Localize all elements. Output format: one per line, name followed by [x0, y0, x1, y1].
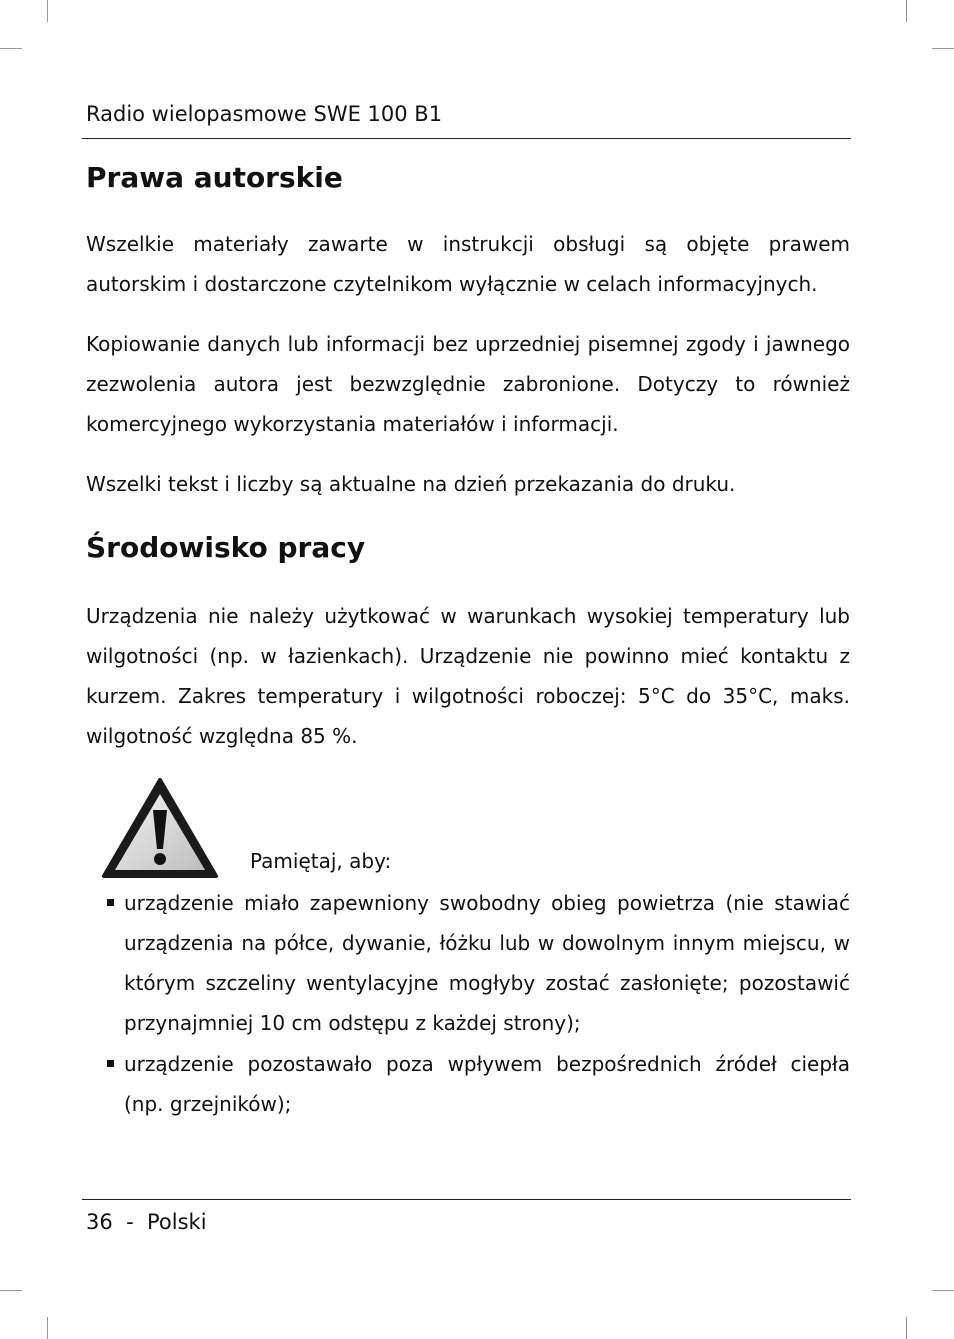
list-item: [104, 1044, 850, 1124]
bullet-square-icon: [107, 899, 114, 906]
crop-mark: [906, 1317, 907, 1339]
crop-mark: [0, 48, 22, 49]
crop-mark: [47, 0, 48, 22]
section-heading-copyright: Prawa autorskie: [86, 161, 343, 194]
warning-list: [104, 883, 850, 1125]
crop-mark: [47, 1317, 48, 1339]
running-header: Radio wielopasmowe SWE 100 B1: [86, 102, 443, 126]
environment-paragraph: Urządzenia nie należy użytkować w warunkach wysokiej temperatury lub wilgotności (np. w łazienkach). Urządzenie nie powinno mieć kontaktu z kurzem. Zakres temperatury i wilgotności roboczej: 5°C do 35°C, maks. wilgotność względna 85 %.: [86, 604, 850, 748]
header-rule: [82, 138, 851, 139]
warning-triangle-icon: [101, 777, 219, 879]
crop-mark: [906, 0, 907, 22]
footer-rule: [82, 1199, 851, 1200]
copyright-paragraph-3: Wszelki tekst i liczby są aktualne na dzień przekazania do druku.: [86, 472, 736, 496]
page-footer: 36 - Polski: [86, 1210, 207, 1234]
list-item-text: urządzenie pozostawało poza wpływem bezpośrednich źródeł ciepła (np. grzejników);: [124, 1052, 850, 1116]
crop-mark: [0, 1290, 22, 1291]
crop-mark: [932, 48, 954, 49]
copyright-paragraph-2: Kopiowanie danych lub informacji bez uprzedniej pisemnej zgody i jawnego zezwolenia autora jest bezwzględnie zabronione. Dotyczy to również komercyjnego wykorzystania materiałów i informacji.: [86, 332, 850, 436]
copyright-paragraph-1: Wszelkie materiały zawarte w instrukcji obsługi są objęte prawem autorskim i dostarczone czytelnikom wyłącznie w celach informacyjnych.: [86, 232, 850, 296]
bullet-square-icon: [107, 1060, 114, 1067]
warning-label: Pamiętaj, aby:: [250, 849, 392, 873]
section-heading-environment: Środowisko pracy: [86, 531, 366, 564]
list-item-text: urządzenie miało zapewniony swobodny obieg powietrza (nie stawiać urządzenia na półce, dywanie, łóżku lub w dowolnym innym miejscu, w którym szczeliny wentylacyjne mogłyby zostać zasłonięte; pozostawić przynajmniej 10 cm odstępu z każdej strony);: [124, 891, 850, 1035]
list-item: [104, 883, 850, 1043]
crop-mark: [932, 1290, 954, 1291]
